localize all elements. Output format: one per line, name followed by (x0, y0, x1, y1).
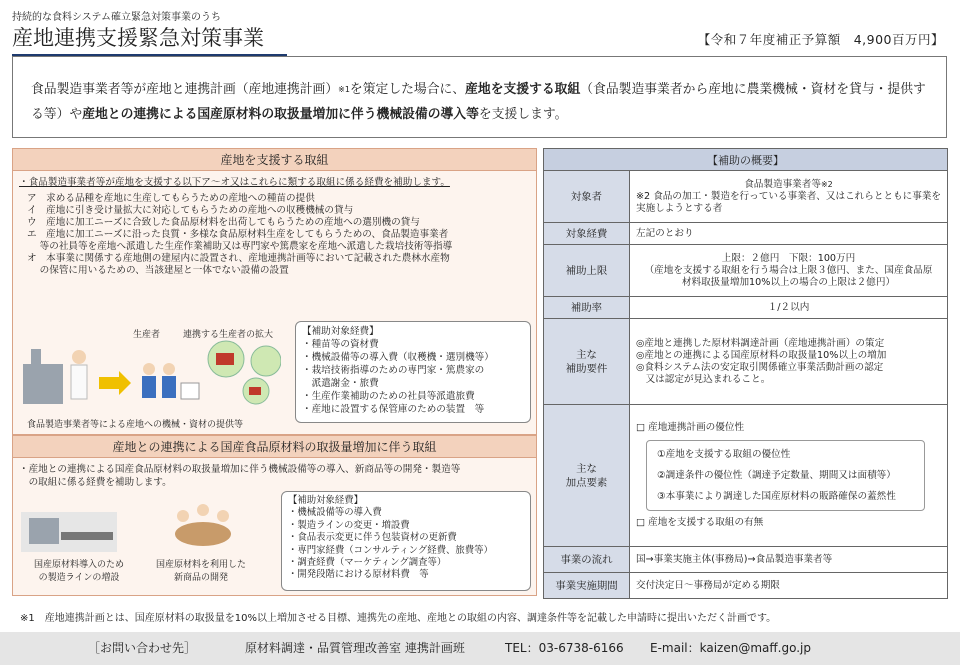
expand-label: 連携する生産者の拡大 (183, 330, 274, 340)
limit-value (630, 245, 948, 297)
rate-value: １/２以内 (630, 297, 948, 319)
meeting-image (163, 500, 243, 556)
box-item: ・生産作業補助のための社員等派遣旅費 (302, 391, 475, 402)
limit-label: 補助上限 (544, 245, 630, 297)
label-line: 補助要件 (565, 362, 608, 375)
increase-lead (13, 458, 536, 489)
intro-bold-2: 産地との連携による国産原材料の取扱量増加に伴う機械設備の導入等 (82, 107, 479, 122)
contact-label: ［お問い合わせ先］ (88, 641, 197, 655)
requirements-label (544, 319, 630, 405)
support-panel (12, 148, 537, 435)
contact-email: E-mail：kaizen@maff.go.jp (650, 641, 811, 655)
box-item: ・機械設備等の導入費 (288, 507, 382, 519)
caption-line: の製造ラインの増設 (38, 573, 120, 583)
list-item: ③本事業により調達した国産原材料の販路確保の蓋然性 (657, 491, 896, 502)
box-item: ・開発段階における原材料費 等 (288, 569, 429, 581)
requirements-value (630, 319, 948, 405)
bonus-item: □ 産地連携計画の優位性 (636, 422, 745, 433)
budget-label: 【令和７年度補正予算額 4,900百万円】 (697, 32, 944, 47)
box-item: ・産地に設置する保管庫のための装置 等 (302, 404, 485, 415)
flow-label: 事業の流れ (544, 547, 630, 573)
list-item: 又は認定が見込まれること。 (636, 373, 771, 385)
bonus-value (630, 405, 948, 547)
period-value: 交付決定日～事務局が定める期限 (630, 573, 948, 599)
period-label: 事業実施期間 (544, 573, 630, 599)
support-caption: 食品製造事業者等による産地への機械・資材の提供等 (27, 420, 244, 430)
support-panel-title: 産地を支援する取組 (13, 149, 536, 171)
increase-panel (12, 435, 537, 596)
list-item: 等の社員等を産地へ派遣した生産作業補助又は専門家や篤農家を産地へ派遣した栽培技術等指導 (27, 241, 453, 252)
increase-cost-box (281, 491, 531, 591)
summary-title: 【補助の概要】 (544, 149, 948, 171)
list-item: ◎食料システム法の安定取引関係確立事業活動計画の認定 (636, 361, 884, 373)
supertitle: 持続的な食料システム確立緊急対策事業のうち (12, 12, 221, 23)
caption-line: 国産原材料導入のため (33, 560, 124, 570)
caption-line: 新商品の開発 (173, 573, 228, 583)
lead-line: ・産地との連携による国産食品原材料の取扱量増加に伴う機械設備等の導入、新商品等の開発・製造等 (19, 464, 461, 475)
bonus-label (544, 405, 630, 547)
limit-line: （産地を支援する取組を行う場合は上限３億円、また、国産食品原 (644, 264, 933, 276)
page-title: 産地連携支援緊急対策事業 (12, 22, 287, 56)
footnote: ※1 産地連携計画とは、国産原材料の取扱量を10%以上増加させる目標、連携先の産地、産地との取組の内容、調達条件等を記載した申請時に提出いただく計画です。 (20, 613, 777, 624)
caption-line: 国産原材料を利用した (155, 560, 246, 570)
contact-dept: 原材料調達・品質管理改善室 連携計画班 (245, 641, 465, 655)
bonus-item: □ 産地を支援する取組の有無 (636, 517, 764, 528)
list-item: ア 求める品種を産地に生産してもらうための産地への種苗の提供 (27, 193, 315, 204)
box-item: ・製造ラインの変更・増設費 (288, 519, 410, 531)
box-item: ・栽培技術指導のための専門家・篤農家の (302, 365, 485, 376)
label-line: 主な (576, 348, 597, 361)
intro-text-1: 食品製造事業者等が産地と連携計画（産地連携計画） (31, 82, 339, 97)
target-main: 食品製造事業者等 (744, 178, 821, 190)
list-item: ◎産地と連携した原材料調達計画（産地連携計画）の策定 (636, 337, 885, 349)
intro-bold-1: 産地を支援する取組 (465, 82, 581, 97)
farm-illustration (21, 339, 281, 409)
label-line: 加点要素 (565, 476, 608, 489)
intro-text-2: を策定した場合に、 (349, 82, 466, 97)
box-item: ・食品表示変更に伴う包装資材の更新費 (288, 532, 457, 544)
intro-note-ref: ※1 (338, 85, 350, 94)
box-item: ・機械設備等の導入費（収穫機・選別機等） (302, 352, 494, 363)
box-title: 【補助対象経費】 (288, 495, 364, 506)
support-lead: ・食品製造事業者等が産地を支援する以下ア～オ又はこれらに類する取組に係る経費を補助します。 (19, 177, 450, 188)
limit-line: 材料取扱量増加10%以上の場合の上限は２億円） (681, 276, 896, 288)
target-value (630, 171, 948, 223)
intro-text-4: を支援します。 (478, 107, 568, 122)
list-item: イ 産地に引き受け量拡大に対応してもらうための産地への収穫機械の貸与 (27, 205, 354, 216)
contact-tel: TEL：03-6738-6166 (505, 641, 624, 655)
target-note-ref: ※2 (820, 179, 833, 189)
label-line: 主な (576, 462, 597, 475)
list-item: ◎産地との連携による国産原材料の取扱量10%以上の増加 (636, 349, 887, 361)
target-note: 実施しようとする者 (636, 202, 723, 214)
box-title: 【補助対象経費】 (302, 326, 379, 337)
factory-line-image (21, 508, 121, 554)
target-note: ※2 食品の加工・製造を行っている事業者、又はこれらとともに事業を (636, 190, 942, 202)
support-items (13, 189, 536, 277)
contact-footer (0, 632, 960, 665)
producer-label: 生産者 (133, 330, 161, 340)
box-item: ・調査経費（マーケティング調査等） (288, 557, 447, 569)
support-cost-box (295, 321, 531, 423)
list-item: ②調達条件の優位性（調達予定数量、期間又は面積等） (657, 470, 896, 481)
limit-line: 上限：２億円 下限：100万円 (721, 252, 856, 264)
product-caption (141, 559, 261, 585)
intro-box (12, 56, 947, 138)
box-item: ・専門家経費（コンサルティング経費、旅費等） (288, 544, 493, 556)
box-item: ・種苗等の資材費 (302, 339, 379, 350)
box-item: 派遣謝金・旅費 (302, 378, 379, 389)
summary-table (543, 148, 948, 599)
list-item: の保管に用いるための、当該建屋と一体でない設備の設置 (27, 265, 289, 276)
list-item: ①産地を支援する取組の優位性 (657, 449, 791, 460)
line-caption (19, 559, 139, 585)
target-label: 対象者 (544, 171, 630, 223)
rate-label: 補助率 (544, 297, 630, 319)
bonus-inner-box (646, 440, 925, 511)
list-item: オ 本事業に関係する産地側の建屋内に設置され、産地連携計画等において記載された農林水産物 (27, 253, 450, 264)
flow-value: 国→事業実施主体(事務局)→食品製造事業者等 (630, 547, 948, 573)
intro-text-3: （食品製造事業者から産地に農業機械・資材を貸与・提供する等）や (31, 82, 926, 122)
increase-panel-title: 産地との連携による国産食品原材料の取扱量増加に伴う取組 (13, 436, 536, 458)
list-item: エ 産地に加工ニーズに沿った良質・多様な食品原材料生産をしてもらうための、食品製造事業者 (27, 229, 449, 240)
cost-value: 左記のとおり (630, 223, 948, 245)
list-item: ウ 産地に加工ニーズに合致した食品原材料を出荷してもらうための産地への選別機の貸与 (27, 217, 420, 228)
cost-label: 対象経費 (544, 223, 630, 245)
lead-line: の取組に係る経費を補助します。 (19, 477, 172, 488)
